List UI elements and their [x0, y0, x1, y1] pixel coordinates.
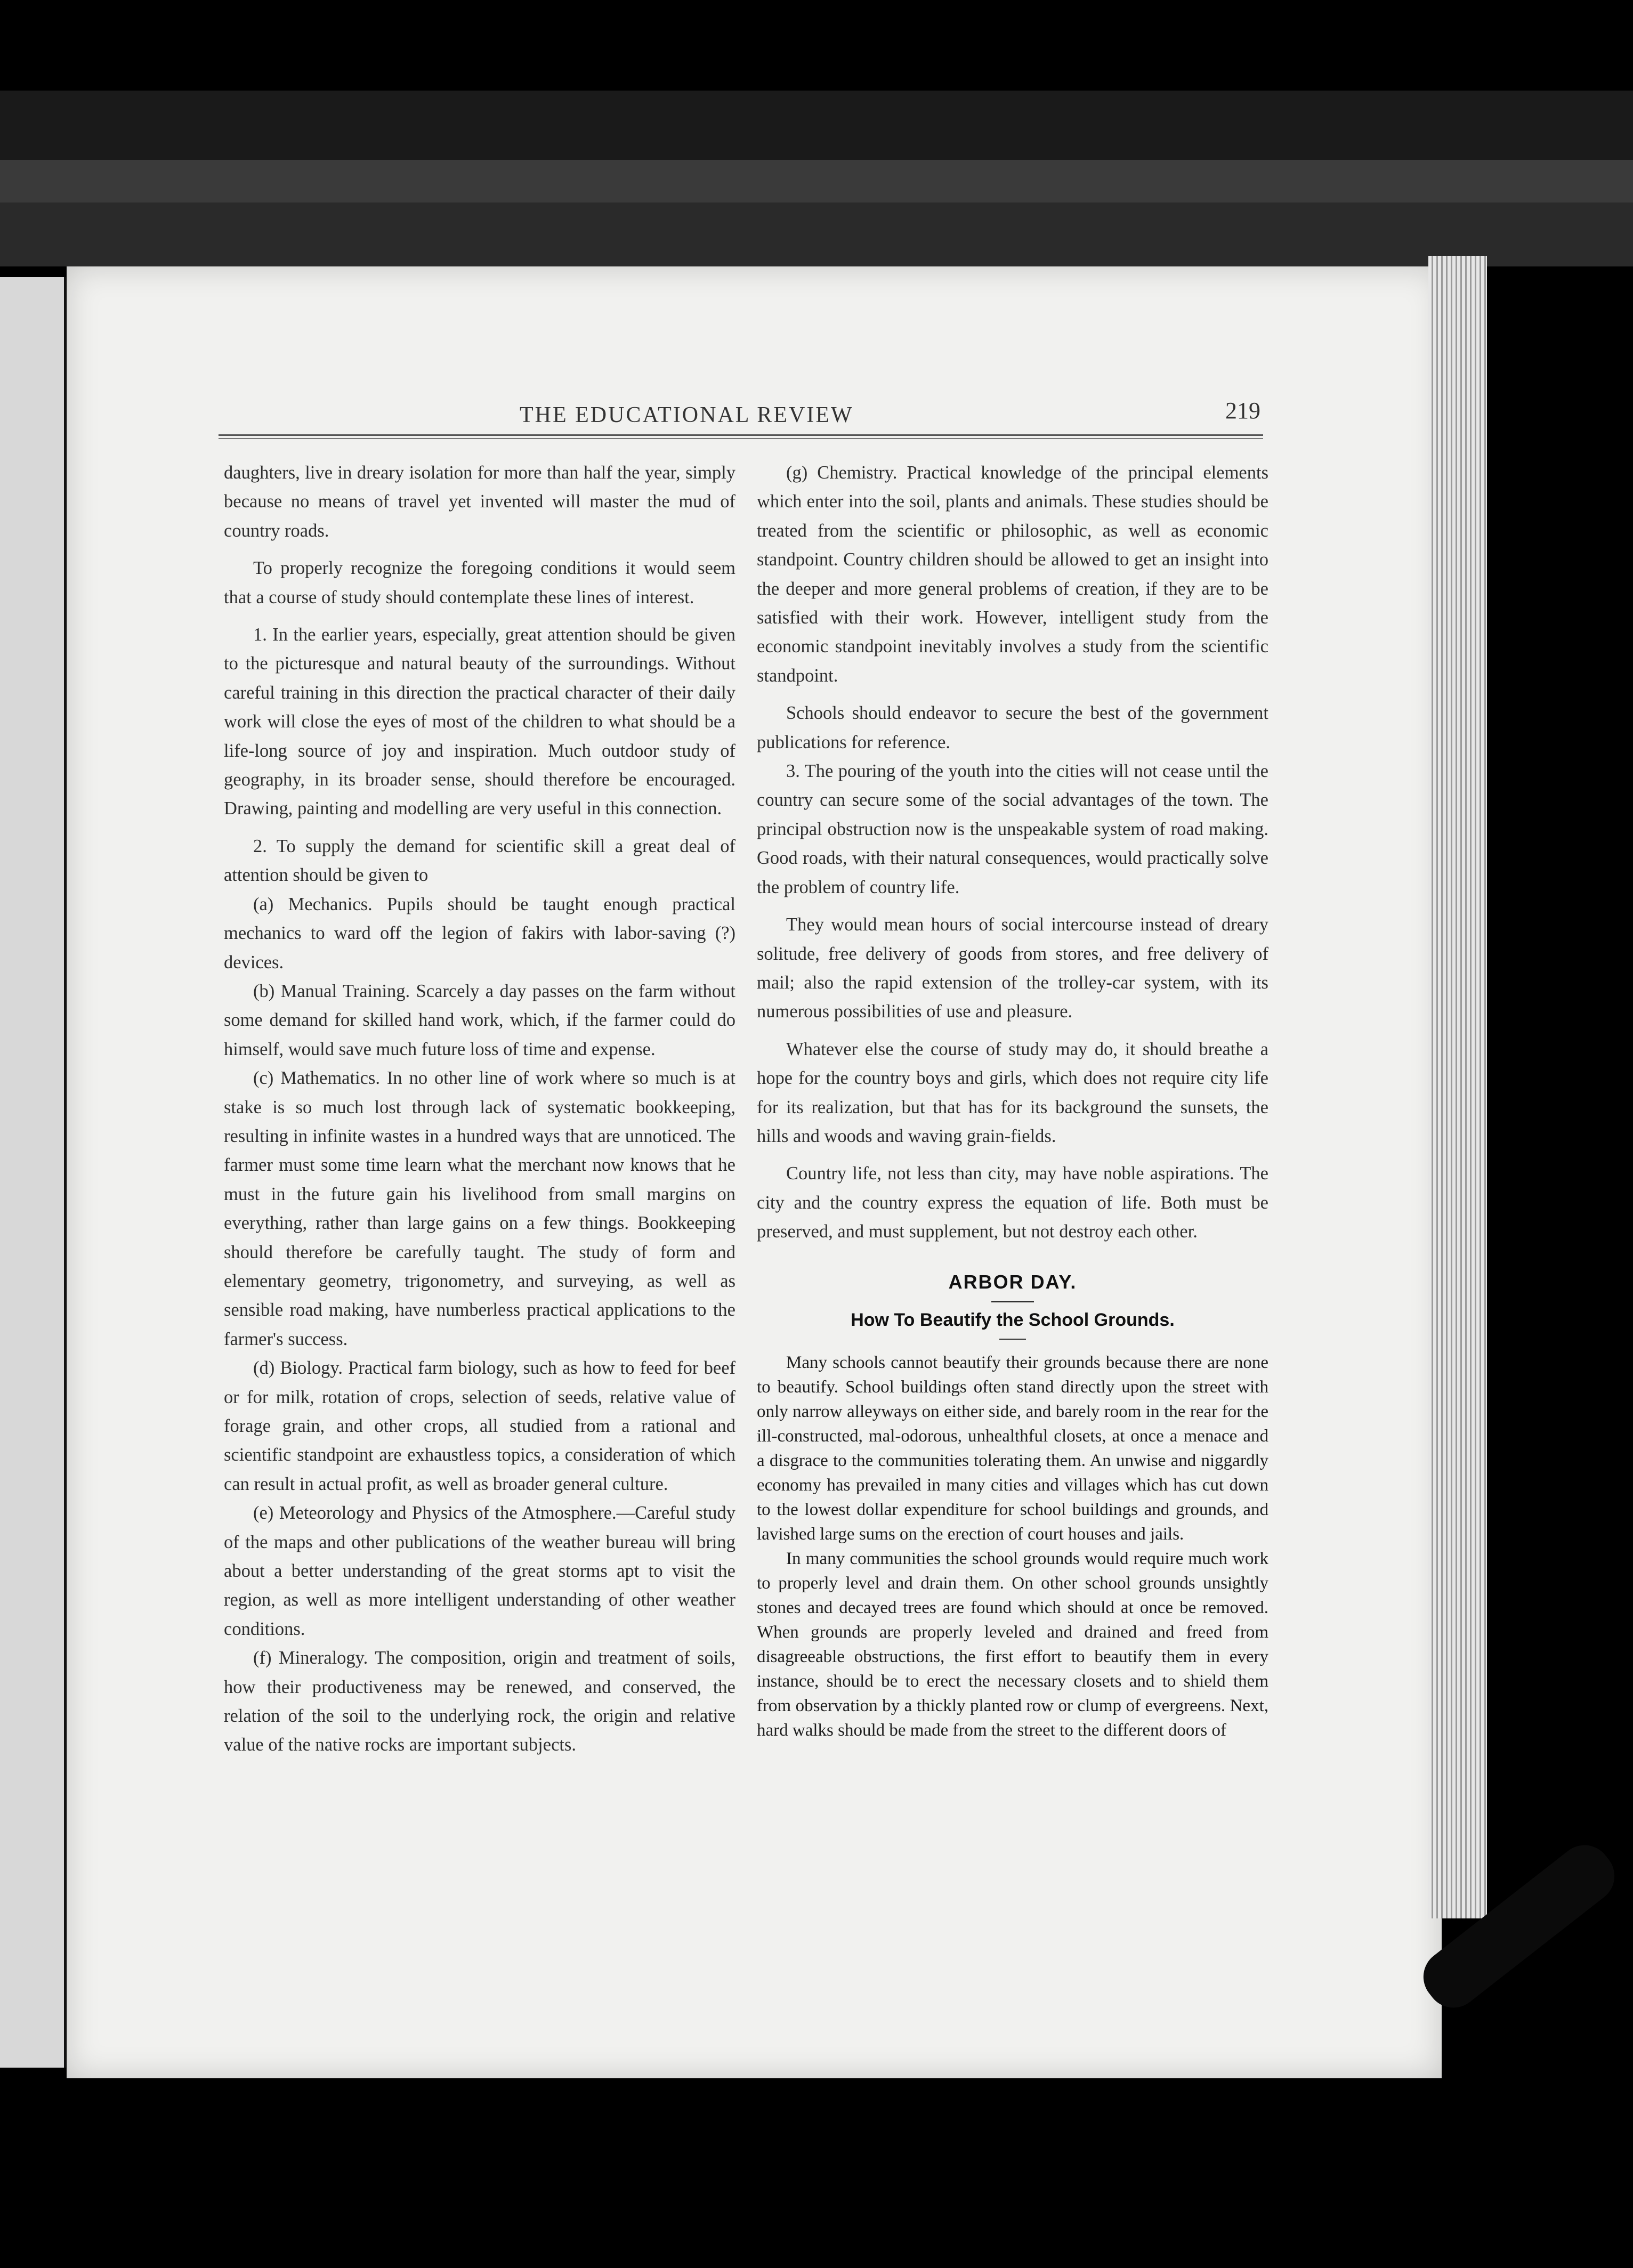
paragraph: Whatever else the course of study may do, it should breathe a hope for the country boys and girls, which does not require city life for its realization, but that has for its background the sunsets, the hills and woods and waving grain-fields. — [757, 1039, 1268, 1146]
paragraph: (f) Mineralogy. The composition, origin and treatment of soils, how their productiveness may be renewed, and conserved, the relation of the soil to the underlying rock, the origin and relative value of the native rocks are important subjects. — [224, 1648, 735, 1755]
facing-page-edge — [0, 277, 66, 2068]
page-number: 219 — [1225, 398, 1260, 424]
subheading-rule — [999, 1339, 1026, 1340]
section-subheading: How To Beautify the School Grounds. — [851, 1309, 1175, 1330]
paragraph: To properly recognize the foregoing conditions it would seem that a course of study should contemplate these lines of interest. — [224, 558, 735, 608]
right-column — [757, 458, 1268, 1743]
paragraph: (c) Mathematics. In no other line of work where so much is at stake is so much lost through lack of systematic bookkeeping, resulting in infinite wastes in a hundred ways that are unnoticed. The farmer must some time learn what the merchant now knows that he must in the future gain his livelihood from small margins on everything, rather than large gains on a few things. Bookkeeping should therefore be carefully taught. The study of form and elementary geometry, trigonometry, and surveying, as well as sensible road making, have numberless practical applications to the farmer's success. — [224, 1068, 735, 1349]
section-heading: ARBOR DAY. — [948, 1270, 1077, 1293]
paragraph: Many schools cannot beautify their grounds because there are none to beautify. School buildings often stand directly upon the street with only narrow alleyways on either side, and barely room in the rear for the ill-constructed, mal-odorous, unhealthful closets, at once a menace and a disgrace to the communities tolerating them. An unwise and niggardly economy has prevailed in many cities and villages which has cut down to the lowest dollar expenditure for school buildings and grounds, and lavished large sums on the erection of court houses and jails. — [757, 1353, 1268, 1544]
paragraph: (e) Meteorology and Physics of the Atmosphere.—Careful study of the maps and other publications of the weather bureau will bring about a better understanding of the great storms apt to visit the region, as well as more intelligent understanding of other weather conditions. — [224, 1503, 735, 1639]
paragraph: (g) Chemistry. Practical knowledge of the principal elements which enter into the soil, plants and animals. These studies should be treated from the scientific or philosophic, as well as economic standpoint. Country children should be allowed to get an insight into the deeper and more general problems of creation, if they are to be satisfied with their work. However, intelligent study from the economic standpoint inevitably involves a study from the scientific standpoint. — [757, 463, 1268, 686]
paragraph: Schools should endeavor to secure the best of the government publications for reference. — [757, 703, 1268, 752]
paragraph: They would mean hours of social intercourse instead of dreary solitude, free delivery of goods from stores, and free delivery of mail; also the rapid extension of the trolley-car system, with its numerous possibilities of use and pleasure. — [757, 914, 1268, 1022]
page-stack-edge — [1428, 256, 1487, 1918]
paragraph: 2. To supply the demand for scientific skill a great deal of attention should be given to — [224, 836, 735, 886]
paragraph: daughters, live in dreary isolation for more than half the year, simply because no means of travel yet invented will master the mud of country roads. — [224, 463, 735, 541]
paragraph: Country life, not less than city, may have noble aspirations. The city and the country express the equation of life. Both must be preserved, and must supplement, but not destroy each other. — [757, 1163, 1268, 1242]
paragraph: (d) Biology. Practical farm biology, such as how to feed for beef or for milk, rotation of crops, selection of seeds, relative value of forage grain, and other crops, all studied from a rational and scientific standpoint are exhaustless topics, a consideration of which can result in actual profit, as well as broader general culture. — [224, 1358, 735, 1494]
header-rule — [219, 434, 1263, 439]
left-column — [224, 458, 735, 1760]
paragraph: In many communities the school grounds would require much work to properly level and drain them. On other school grounds unsightly stones and decayed trees are found which should at once be removed. When grounds are properly leveled and drained and freed from disagreeable obstructions, the first effort to beautify them in every instance, should be to erect the necessary closets and to shield them from observation by a thickly planted row or clump of evergreens. Next, hard walks should be made from the street to the different doors of — [757, 1549, 1268, 1740]
scanner-shadow — [0, 0, 1633, 266]
paragraph: 1. In the earlier years, especially, great attention should be given to the picturesque and natural beauty of the surroundings. Without careful training in this direction the practical character of their daily work will close the eyes of most of the children to what should be a life-long source of joy and inspiration. Much outdoor study of geography, in its broader sense, should therefore be encouraged. Drawing, painting and modelling are very useful in this connection. — [224, 625, 735, 819]
paragraph: 3. The pouring of the youth into the cities will not cease until the country can secure some of the social advantages of the town. The principal obstruction now is the unspeakable system of road making. Good roads, with their natural consequences, would practically solve the problem of country life. — [757, 761, 1268, 897]
heading-rule — [991, 1301, 1034, 1302]
paragraph: (a) Mechanics. Pupils should be taught enough practical mechanics to ward off the legion of fakirs with labor-saving (?) devices. — [224, 894, 735, 973]
paragraph: (b) Manual Training. Scarcely a day passes on the farm without some demand for skilled hand work, which, if the farmer could do himself, would save much future loss of time and expense. — [224, 981, 735, 1059]
running-title: THE EDUCATIONAL REVIEW — [520, 403, 854, 427]
